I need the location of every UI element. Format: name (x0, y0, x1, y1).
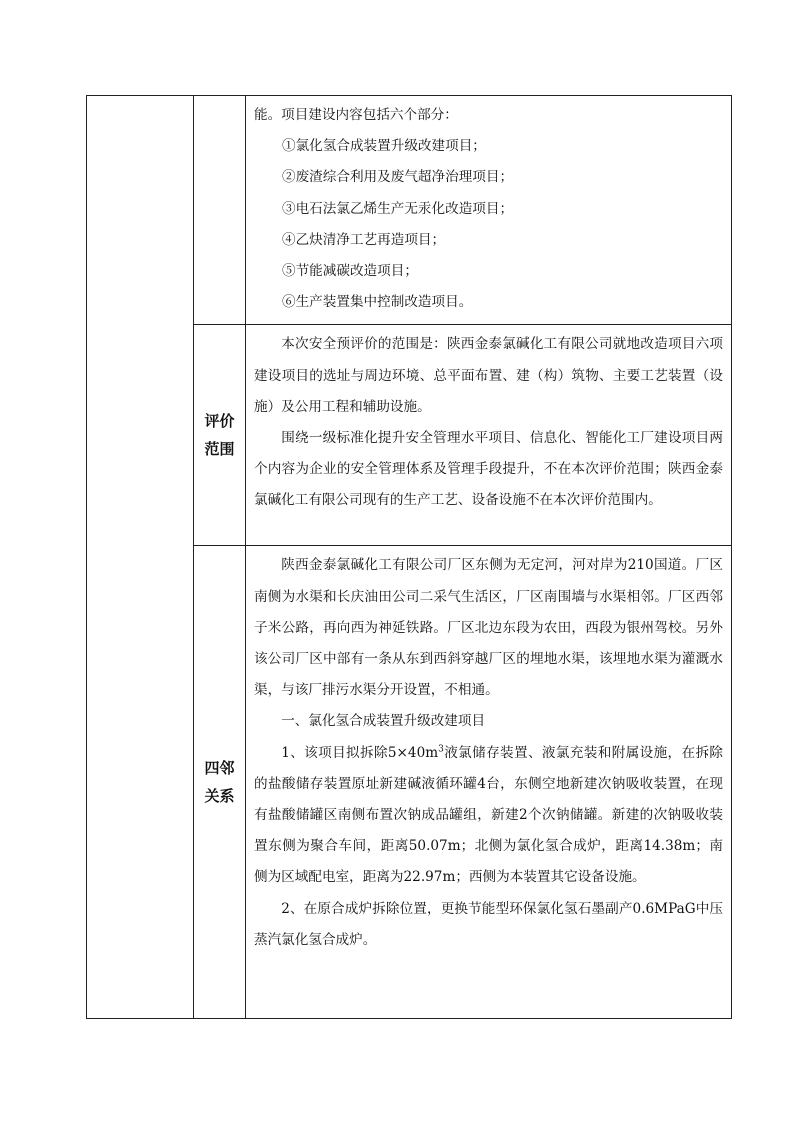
content-line: 能。项目建设内容包括六个部分： (254, 107, 458, 123)
evaluation-scope-cell (246, 325, 732, 546)
table-row-project-content (87, 96, 732, 325)
paragraph: 围绕一级标准化提升安全管理水平项目、信息化、智能化工厂建设项目两个内容为企业的安全管理体系及管理手段提升，不在本次评价范围；陕西金泰氯碱化工有限公司现有的生产工艺、设备设施不在本次评价范围内。 (254, 430, 723, 509)
surroundings-cell (246, 546, 732, 1019)
content-line: ①氯化氢合成装置升级改建项目； (282, 138, 486, 155)
empty-left-column (87, 96, 194, 1019)
surroundings-label: 四邻 关系 (194, 546, 246, 1019)
paragraph: 本次安全预评价的范围是：陕西金泰氯碱化工有限公司就地改造项目六项建设项目的选址与周边环境、总平面布置、建（构）筑物、主要工艺装置（设施）及公用工程和辅助设施。 (254, 336, 723, 415)
paragraph: 1、该项目拟拆除$5\times 40m^3$液氯储存装置、液氯充装和附属设施，在拆除的盐酸储存装置原址新建碱液循环罐4台，东侧空地新建次钠吸收装置，在现有盐酸储罐区南侧布置次钠成品罐组，新建2个次钠储罐。新建的次钠吸收装置东侧为聚合车间，距离50.07m；北侧为氯化氢合成炉，距离14.38m；南侧为区域配电室，距离为22.97m；西侧为本装置其它设备设施。 (254, 744, 723, 886)
content-line: ⑤节能减碳改造项目； (282, 263, 418, 280)
section-heading: 一、氯化氢合成装置升级改建项目 (281, 713, 486, 730)
evaluation-scope-label: 评价 范围 (194, 325, 246, 546)
content-line: ④乙炔清净工艺再造项目； (282, 231, 446, 248)
paragraph: 陕西金泰氯碱化工有限公司厂区东侧为无定河，河对岸为210国道。厂区南侧为水渠和长庆油田公司二采气生活区，厂区南围墙与水渠相邻。厂区西邻子米公路，再向西为神延铁路。厂区北边东段为农田，西段为银州驾校。另外该公司厂区中部有一条从东到西斜穿越厂区的埋地水渠，该埋地水渠为灌溉水渠，与该厂排污水渠分开设置，不相通。 (254, 557, 723, 699)
content-line: ③电石法氯乙烯生产无汞化改造项目； (282, 200, 514, 217)
document-table (86, 95, 732, 1019)
paragraph: 2、在原合成炉拆除位置，更换节能型环保氯化氢石墨副产0.6MPaG中压蒸汽氯化氢合成炉。 (254, 900, 723, 948)
content-line: ⑥生产装置集中控制改造项目。 (282, 294, 473, 311)
project-content-cell (246, 96, 732, 325)
empty-label-cell (194, 96, 246, 325)
content-line: ②废渣综合利用及废气超净治理项目； (282, 169, 514, 186)
